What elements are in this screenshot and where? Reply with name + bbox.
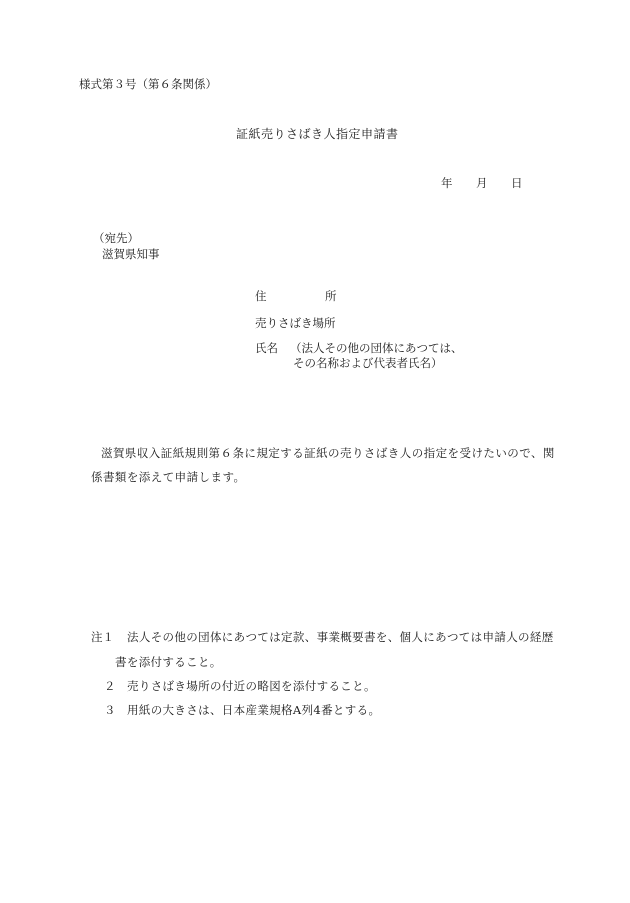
address-label-second-char: 所 bbox=[325, 289, 337, 303]
body-text-line-2: 係書類を添えて申請します。 bbox=[91, 470, 246, 484]
addressee-label: （宛先） bbox=[93, 231, 139, 245]
date-month-label: 月 bbox=[476, 176, 488, 190]
note-1-number: 注１ bbox=[91, 630, 114, 644]
name-label: 氏名 bbox=[255, 341, 278, 355]
note-1-text: 法人その他の団体にあつては定款、事業概要書を、個人にあつては申請人の経歴 bbox=[127, 630, 554, 644]
body-text-line-1: 滋賀県収入証紙規則第６条に規定する証紙の売りさばき人の指定を受けたいので、関 bbox=[101, 446, 555, 460]
name-note-line-1: （法人その他の団体にあつては、 bbox=[290, 341, 463, 355]
note-2-number: ２ bbox=[104, 679, 116, 693]
note-3-number: ３ bbox=[104, 703, 116, 717]
date-day-label: 日 bbox=[511, 176, 523, 190]
address-label-first-char: 住 bbox=[255, 289, 267, 303]
note-1-continuation: 書を添付すること。 bbox=[115, 655, 222, 669]
sales-place-label: 売りさばき場所 bbox=[255, 316, 336, 330]
note-3-text: 用紙の大きさは、日本産業規格A列4番とする。 bbox=[127, 703, 381, 717]
date-year-label: 年 bbox=[441, 176, 453, 190]
form-number: 様式第３号（第６条関係） bbox=[79, 77, 217, 91]
addressee-name: 滋賀県知事 bbox=[102, 247, 160, 261]
note-2-text: 売りさばき場所の付近の略図を添付すること。 bbox=[127, 679, 376, 693]
name-note-line-2: その名称および代表者氏名） bbox=[293, 356, 443, 370]
document-title: 証紙売りさばき人指定申請書 bbox=[236, 127, 399, 141]
